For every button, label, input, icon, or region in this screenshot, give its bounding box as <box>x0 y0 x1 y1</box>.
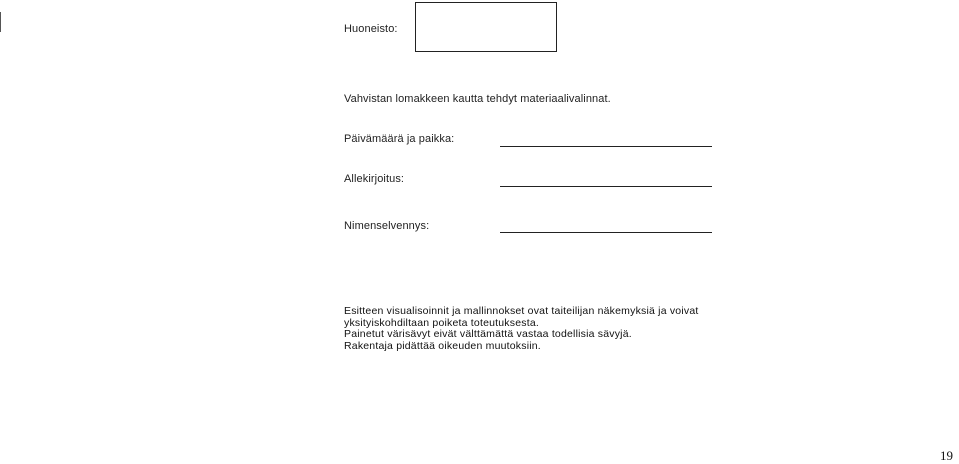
apartment-label: Huoneisto: <box>344 23 398 35</box>
signature-line[interactable] <box>500 186 712 187</box>
name-clarification-label: Nimenselvennys: <box>344 220 430 232</box>
disclaimer-line: Painetut värisävyt eivät välttämättä vastaa todellisia sävyjä. <box>344 328 632 341</box>
date-place-line[interactable] <box>500 146 712 147</box>
name-clarification-line[interactable] <box>500 232 712 233</box>
signature-label: Allekirjoitus: <box>344 173 405 185</box>
disclaimer-line: Esitteen visualisoinnit ja mallinnokset ovat taiteilijan näkemyksiä ja voivat <box>344 305 699 317</box>
page-edge-mark <box>0 12 1 32</box>
page-number: 19 <box>940 448 953 463</box>
disclaimer-line: Rakentaja pidättää oikeuden muutoksiin. <box>344 339 541 352</box>
date-place-label: Päivämäärä ja paikka: <box>344 133 455 145</box>
disclaimer <box>344 306 698 352</box>
disclaimer-line: yksityiskohdiltaan poiketa toteutuksesta. <box>344 316 539 329</box>
confirmation-text: Vahvistan lomakkeen kautta tehdyt materiaalivalinnat. <box>344 93 611 105</box>
apartment-input-box[interactable] <box>415 2 557 52</box>
